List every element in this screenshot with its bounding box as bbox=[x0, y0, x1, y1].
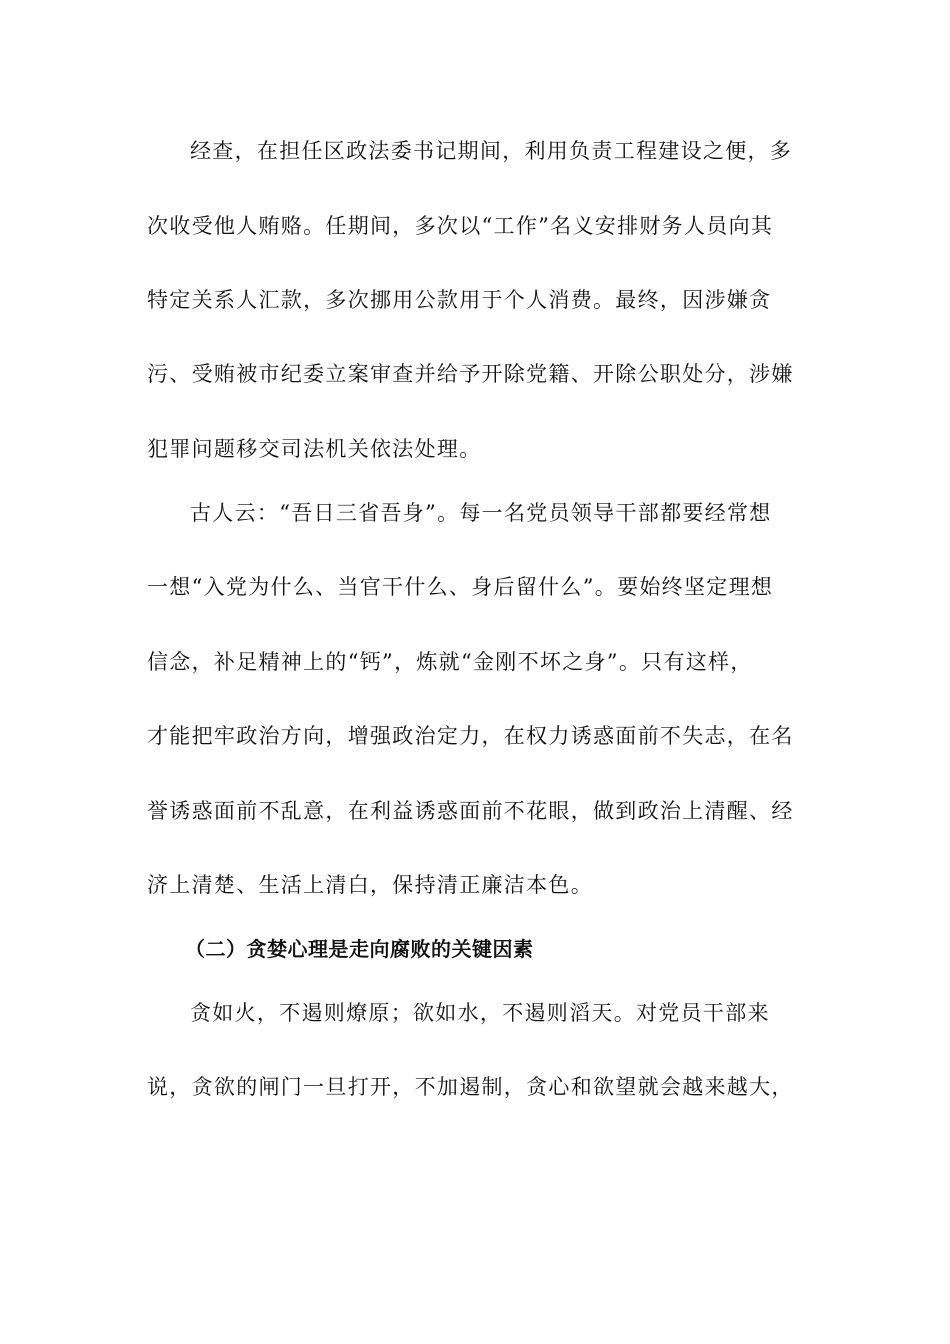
paragraph-1-line-3: 特定关系人汇款，多次挪用公款用于个人消费。最终，因涉嫌贪 bbox=[147, 288, 772, 312]
section-heading: （二）贪婪心理是走向腐败的关键因素 bbox=[185, 937, 534, 961]
paragraph-2-line-2: 一想“入党为什么、当官干什么、身后留什么”。要始终坚定理想 bbox=[147, 575, 774, 599]
paragraph-2-line-6: 济上清楚、生活上清白，保持清正廉洁本色。 bbox=[147, 873, 593, 897]
paragraph-2-line-1: 古人云：“吾日三省吾身”。每一名党员领导干部都要经常想 bbox=[190, 501, 772, 525]
paragraph-3-line-2: 说，贪欲的闸门一旦打开，不加遏制，贪心和欲望就会越来越大， bbox=[147, 1075, 794, 1099]
paragraph-3-line-1: 贪如火，不遏则燎原；欲如水，不遏则滔天。对党员干部来 bbox=[190, 1001, 770, 1025]
paragraph-1-line-4: 污、受贿被市纪委立案审查并给予开除党籍、开除公职处分，涉嫌 bbox=[147, 362, 794, 386]
paragraph-1-line-5: 犯罪问题移交司法机关依法处理。 bbox=[147, 437, 482, 461]
paragraph-1-line-2: 次收受他人贿赂。任期间，多次以“工作”名义安排财务人员向其 bbox=[147, 214, 774, 238]
paragraph-1-line-1: 经查，在担任区政法委书记期间，利用负责工程建设之便，多 bbox=[190, 139, 793, 163]
paragraph-2-line-3: 信念，补足精神上的“钙”，炼就“金刚不坏之身”。只有这样， bbox=[147, 650, 753, 674]
paragraph-2-line-4: 才能把牢政治方向，增强政治定力，在权力诱惑面前不失志，在名 bbox=[147, 724, 794, 748]
paragraph-2-line-5: 誉诱惑面前不乱意，在利益诱惑面前不花眼，做到政治上清醒、经 bbox=[147, 799, 794, 823]
